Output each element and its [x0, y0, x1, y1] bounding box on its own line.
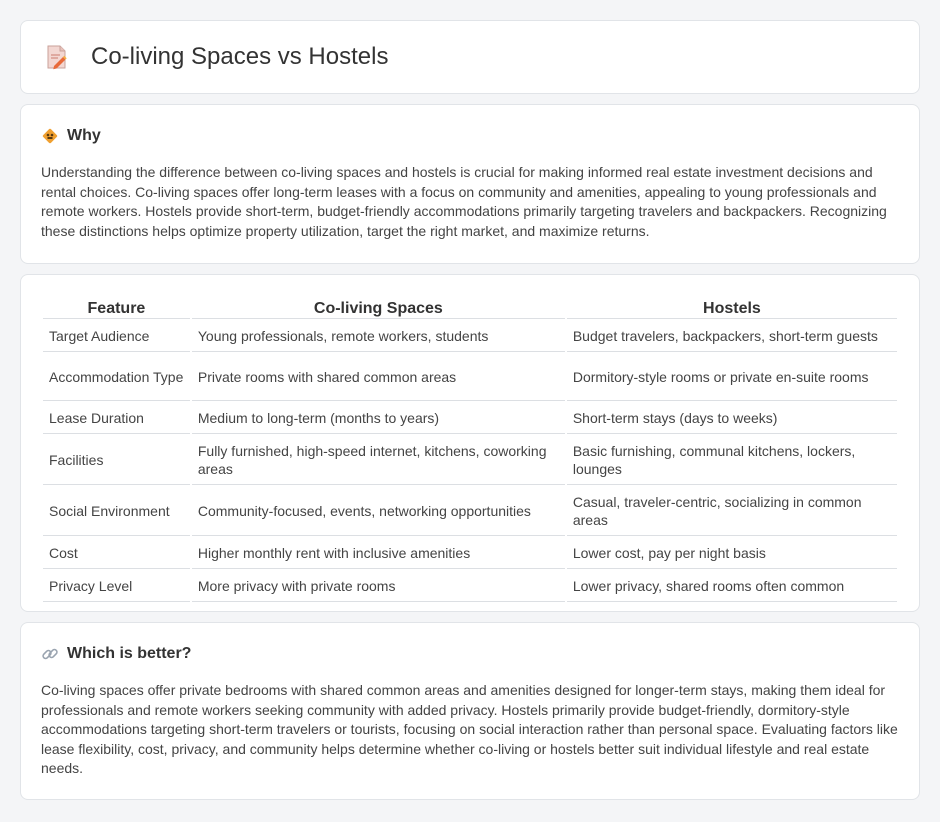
why-header: [41, 127, 899, 145]
header-coliving: Co-living Spaces: [192, 297, 565, 319]
table-row: [43, 487, 897, 536]
better-heading: Which is better?: [67, 645, 192, 662]
why-body: Understanding the difference between co-living spaces and hostels is crucial for making informed real estate investment decisions and rental choices. Co-living spaces offer long-term leases with a focus on community and amenities, appealing to young professionals and remote workers. Hostels provide short-term, budget-friendly accommodations primarily targeting travelers and backpackers. Recognizing these distinctions helps optimize property utilization, target the right market, and maximize returns.: [41, 164, 887, 239]
coliving-cell: Medium to long-term (months to years): [192, 403, 565, 434]
coliving-cell: Higher monthly rent with inclusive amenities: [192, 538, 565, 569]
header-hostels: Hostels: [567, 297, 897, 319]
link-icon: [41, 645, 59, 663]
comparison-table: [41, 295, 899, 604]
coliving-cell: Fully furnished, high-speed internet, kitchens, coworking areas: [192, 436, 565, 485]
hostels-cell: Casual, traveler-centric, socializing in common areas: [567, 487, 897, 536]
feature-cell: Facilities: [43, 436, 190, 485]
coliving-cell: More privacy with private rooms: [192, 571, 565, 602]
table-row: [43, 321, 897, 352]
table-row: [43, 571, 897, 602]
table-row: [43, 354, 897, 401]
feature-cell: Target Audience: [43, 321, 190, 352]
coliving-cell: Community-focused, events, networking opportunities: [192, 487, 565, 536]
feature-cell: Accommodation Type: [43, 354, 190, 401]
document-edit-icon: [45, 44, 69, 70]
hostels-cell: Short-term stays (days to weeks): [567, 403, 897, 434]
feature-cell: Privacy Level: [43, 571, 190, 602]
better-body: Co-living spaces offer private bedrooms with shared common areas and amenities designed for longer-term stays, making them ideal for professionals and remote workers seeking community with added privacy. Hostels primarily provide budget-friendly, dormitory-style accommodations targeting short-term travelers or tourists, focusing on social interaction rather than personal space. Evaluating factors like lease flexibility, cost, privacy, and community helps determine whether co-living or hostels better suit individual lifestyle and real estate needs.: [41, 682, 898, 776]
table-header-row: [43, 297, 897, 319]
hostels-cell: Dormitory-style rooms or private en-suite rooms: [567, 354, 897, 401]
feature-cell: Cost: [43, 538, 190, 569]
feature-cell: Social Environment: [43, 487, 190, 536]
coliving-cell: Young professionals, remote workers, students: [192, 321, 565, 352]
table-row: [43, 403, 897, 434]
table-row: [43, 538, 897, 569]
title-card: [20, 20, 920, 94]
better-header: [41, 645, 899, 663]
table-row: [43, 436, 897, 485]
why-section: [20, 104, 920, 264]
which-is-better-section: [20, 622, 920, 800]
coliving-cell: Private rooms with shared common areas: [192, 354, 565, 401]
why-heading: Why: [67, 127, 101, 144]
header-feature: Feature: [43, 297, 190, 319]
hostels-cell: Budget travelers, backpackers, short-term guests: [567, 321, 897, 352]
page-title: Co-living Spaces vs Hostels: [91, 43, 389, 70]
comparison-card: [20, 274, 920, 612]
hostels-cell: Lower cost, pay per night basis: [567, 538, 897, 569]
hostels-cell: Lower privacy, shared rooms often common: [567, 571, 897, 602]
feature-cell: Lease Duration: [43, 403, 190, 434]
warning-sign-icon: [41, 127, 59, 145]
hostels-cell: Basic furnishing, communal kitchens, lockers, lounges: [567, 436, 897, 485]
